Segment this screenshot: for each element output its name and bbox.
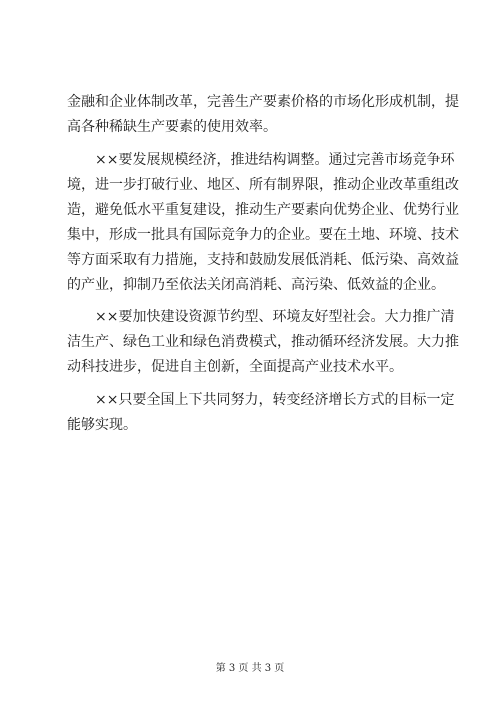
paragraph-line: 金融和企业体制改革，完善生产要素价格的市场化形成机制，提 [67,94,459,110]
paragraph-line: 能够实现。 [67,416,137,433]
paragraph-line: 高各种稀缺生产要素的使用效率。 [67,119,277,135]
paragraph [67,305,459,380]
paragraph-line: 造，避免低水平重复建设，推动生产要素向优势企业、优势行业 [67,201,459,218]
paragraph [67,388,455,438]
paragraph-line: 动科技进步，促进自主创新，全面提高产业技术水平。 [67,359,403,376]
page-footer [0,659,500,674]
paragraph-line: 集中，形成一批具有国际竞争力的企业。要在土地、环境、技术 [67,226,459,243]
paragraph-line: 等方面采取有力措施，支持和鼓励发展低消耗、低污染、高效益 [67,251,459,268]
paragraph-line: ××要加快建设资源节约型、环境友好型社会。大力推广清 [95,309,455,326]
paragraph-line: 境，进一步打破行业、地区、所有制界限，推动企业改革重组改 [67,176,459,193]
paragraph-line: 洁生产、绿色工业和绿色消费模式，推动循环经济发展。大力推 [67,334,459,351]
paragraph-line: 的产业，抑制乃至依法关闭高消耗、高污染、低效益的企业。 [67,276,445,293]
paragraph [67,148,459,298]
paragraph-line: ××只要全国上下共同努力，转变经济增长方式的目标一定 [95,391,455,408]
body-text [67,90,459,438]
page-number-label: 第 3 页 共 3 页 [215,663,285,674]
paragraph-line: ××要发展规模经济，推进结构调整。通过完善市场竞争环 [95,151,455,168]
paragraph [67,90,459,140]
